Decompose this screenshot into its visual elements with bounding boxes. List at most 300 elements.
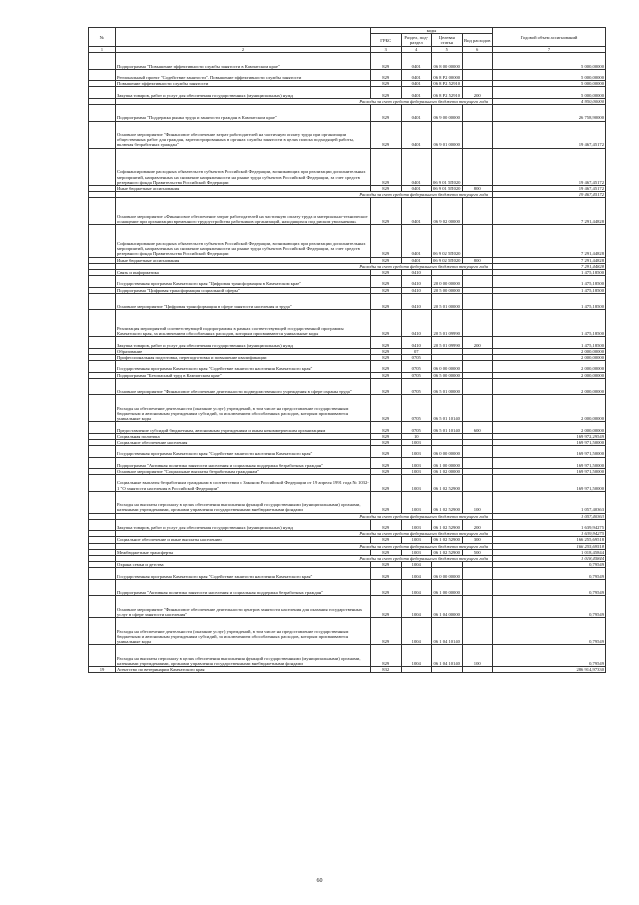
item-name-cell: Основное мероприятие "Социальные выплаты безработным гражданам": [116, 468, 371, 474]
razdel-code-cell: 1003: [401, 457, 432, 468]
col-index: 1: [89, 47, 116, 53]
item-name-cell: Связь и информатика: [116, 269, 371, 275]
grbs-code-cell: 829: [371, 618, 402, 645]
grbs-code-cell: 829: [371, 87, 402, 98]
amount-cell: 169 971,50000: [493, 439, 606, 445]
grbs-code-cell: 829: [371, 104, 402, 121]
item-name-cell: Подпрограмма "Поддержка рынка труда и занятости граждан в Камчатском крае": [116, 104, 371, 121]
table-row: [89, 337, 606, 348]
amount-cell: 2 000,00000: [493, 422, 606, 433]
item-name-cell: Расходы на выплаты персоналу в целях обеспечения выполнения функций государственными (муниципальными) органами, казенными учреждениями, органами управления государственными внебюджетными фондами: [116, 645, 371, 667]
target-article-cell: 06 9 00 00000: [432, 104, 463, 121]
expense-type-cell: 200: [462, 87, 493, 98]
row-number-cell: [89, 596, 116, 618]
col-razdel-header: Раздел, под-раздел: [401, 34, 432, 47]
amount-cell: 5 000,00000: [493, 81, 606, 87]
amount-cell: 169 971,50000: [493, 446, 606, 457]
target-article-cell: 06 9 02 5П020: [433, 257, 461, 263]
target-article-cell: 06 5 01 10140: [432, 422, 463, 433]
row-number-cell: [89, 422, 116, 433]
expense-type-cell: [462, 293, 493, 310]
amount-cell: 5 000,00000: [493, 87, 606, 98]
row-number-cell: [89, 69, 116, 80]
amount-cell: 1 475,18500: [493, 269, 606, 275]
item-name-cell: Социальное обеспечение и иные выплаты населению: [116, 537, 371, 543]
razdel-code-cell: 1003: [401, 491, 432, 513]
row-number-cell: [89, 579, 116, 596]
grbs-code-cell: 829: [371, 257, 402, 263]
amount-cell: 7 291,44828: [493, 257, 606, 263]
row-number-cell: [89, 361, 116, 372]
codes-header: коды: [371, 28, 493, 34]
budget-table-body: [89, 53, 606, 673]
target-article-cell: 20 5 01 00000: [432, 293, 463, 310]
item-name-cell: Подпрограмма "Активная политика занятости населения и социальная поддержка безработных граждан": [116, 457, 371, 468]
expense-type-cell: 200: [462, 337, 493, 348]
razdel-code-cell: 1004: [401, 645, 432, 667]
amount-cell: 0,79549: [493, 596, 606, 618]
target-article-cell: 06 1 02 00000: [432, 468, 463, 474]
target-article-cell: 06 5 01 10140: [432, 395, 463, 422]
amount-cell: 2 000,00000: [493, 354, 606, 360]
razdel-code-cell: 1004: [401, 568, 432, 579]
row-number-cell: [89, 446, 116, 457]
grbs-code-cell: 829: [371, 433, 402, 439]
razdel-code-cell: 1004: [401, 579, 432, 596]
table-row: [89, 87, 606, 98]
target-article-cell: 20 5 00 00000: [432, 287, 463, 293]
expense-type-cell: 800: [462, 257, 493, 263]
grbs-code-cell: 829: [371, 549, 402, 555]
item-name-cell: Основное мероприятие "Финансовое обеспечение деятельности центров занятости населения для оказания государственных услуг в сфере занятости населения": [116, 596, 371, 618]
target-article-cell: 06 1 02 52900: [432, 549, 463, 555]
table-row: [89, 596, 606, 618]
amount-cell: 1 475,18500: [493, 337, 606, 348]
grbs-code-cell: 829: [371, 645, 402, 667]
item-name-cell: Расходы на выплаты персоналу в целях обеспечения выполнения функций государственными (муниципальными) органами, казенными учреждениями, органами управления государственными внебюджетными фондами: [116, 491, 371, 513]
table-row: [89, 519, 606, 530]
expense-type-cell: [462, 579, 493, 596]
item-name-cell: Расходы на обеспечение деятельности (оказание услуг) учреждений, в том числе на предоставление государственным бюджетным и автономным учреждениям субсидий, за исключением обособленных расходов, которым присваиваются уникальные коды: [116, 395, 371, 422]
table-row: [89, 491, 606, 513]
razdel-code-cell: 1003: [401, 475, 432, 492]
razdel-code-cell: 10: [401, 433, 432, 439]
grbs-code-cell: 829: [371, 468, 402, 474]
table-row: [89, 378, 606, 395]
row-number-cell: [89, 491, 116, 513]
expense-type-cell: [462, 276, 493, 287]
target-article-cell: 06 8 P2 00000: [432, 69, 463, 80]
table-row: [89, 53, 606, 70]
expense-type-cell: [462, 475, 493, 492]
col-name-header: [116, 28, 371, 47]
grbs-code-cell: 829: [371, 354, 402, 360]
razdel-code-cell: [401, 666, 432, 672]
target-article-cell: 06 9 02 00000: [432, 198, 463, 225]
amount-cell: 286 914,97330: [493, 666, 606, 672]
row-number-cell: [89, 519, 116, 530]
item-name-cell: Основное мероприятие "Финансовое обеспечение деятельности подведомственного учреждения в сфере охраны труда": [116, 378, 371, 395]
target-article-cell: 06 5 00 00000: [432, 372, 463, 378]
target-article-cell: 20 5 01 09990: [432, 337, 463, 348]
expense-type-cell: [462, 121, 493, 148]
grbs-code-cell: 829: [371, 475, 402, 492]
note-text: Расходы за счет средств федерального бюджета текущего года: [116, 531, 493, 537]
item-name-cell: Подпрограмма "Цифровая трансформация социальной сферы": [116, 287, 371, 293]
grbs-code-cell: 829: [371, 348, 402, 354]
target-article-cell: 06 8 P2 52910: [433, 81, 461, 87]
table-row: [89, 475, 606, 492]
item-name-cell: Государственная программа Камчатского края "Содействие занятости населения Камчатского края": [116, 568, 371, 579]
row-number-cell: [89, 276, 116, 287]
razdel-code-cell: 0410: [401, 293, 432, 310]
razdel-code-cell: 0410: [401, 287, 432, 293]
table-row: [89, 310, 606, 337]
grbs-code-cell: 829: [371, 519, 402, 530]
razdel-code-cell: 0401: [401, 104, 432, 121]
expense-type-cell: [462, 69, 493, 80]
amount-cell: 0,79549: [493, 645, 606, 667]
expense-type-cell: [462, 198, 493, 225]
note-amount: 4 950,00000: [493, 98, 606, 104]
grbs-code-cell: 829: [371, 596, 402, 618]
razdel-code-cell: 1003: [401, 537, 432, 543]
razdel-code-cell: 0401: [401, 69, 432, 80]
item-name-cell: Реализация мероприятий соответствующей подпрограммы в рамках соответствующей государственной программы Камчатского края, за исключением обособленных расходов, которым присваиваются уникальные коды: [116, 310, 371, 337]
expense-type-cell: [462, 446, 493, 457]
amount-cell: 5 000,00000: [493, 69, 606, 80]
razdel-code-cell: 1004: [401, 618, 432, 645]
row-number-cell: [89, 618, 116, 645]
expense-type-cell: [462, 568, 493, 579]
grbs-code-cell: 829: [371, 148, 402, 185]
target-article-cell: [432, 666, 463, 672]
grbs-code-cell: 829: [371, 568, 402, 579]
col-index: 7: [493, 47, 606, 53]
item-name-cell: Иные бюджетные ассигнования: [116, 185, 371, 191]
target-article-cell: 06 8 P2 52910: [432, 87, 463, 98]
razdel-code-cell: 0410: [401, 276, 432, 287]
table-row: [89, 198, 606, 225]
amount-cell: 1 018,45844: [493, 549, 606, 555]
amount-cell: 2 000,00000: [493, 372, 606, 378]
amount-cell: 19 467,45172: [493, 185, 606, 191]
target-article-cell: 20 0 00 00000: [432, 276, 463, 287]
razdel-code-cell: 0401: [401, 185, 432, 191]
item-name-cell: Закупка товаров, работ и услуг для обеспечения государственных (муниципальных) нужд: [116, 519, 371, 530]
amount-cell: 166 255,69518: [493, 537, 606, 543]
amount-cell: 19 467,45172: [493, 148, 606, 185]
amount-cell: 0,79549: [493, 579, 606, 596]
grbs-code-cell: 829: [371, 337, 402, 348]
amount-cell: 169 971,50000: [493, 457, 606, 468]
expense-type-cell: [462, 53, 493, 70]
amount-cell: 1 475,18500: [493, 276, 606, 287]
table-row: [89, 568, 606, 579]
item-name-cell: Государственная программа Камчатского края "Содействие занятости населения Камчатского края": [116, 446, 371, 457]
amount-cell: 0,79549: [493, 618, 606, 645]
grbs-code-cell: 832: [371, 666, 402, 672]
razdel-code-cell: 0401: [401, 81, 432, 87]
expense-type-cell: [462, 596, 493, 618]
note-text: Расходы за счет средств федерального бюджета текущего года: [116, 513, 493, 519]
grbs-code-cell: 829: [371, 361, 402, 372]
budget-table: [88, 27, 606, 673]
target-article-cell: 06 0 00 00000: [432, 446, 463, 457]
table-row: [89, 645, 606, 667]
razdel-code-cell: 0401: [401, 225, 432, 257]
item-name-cell: Закупка товаров, работ и услуг для обеспечения государственных (муниципальных) нужд: [116, 87, 371, 98]
amount-cell: 169 971,50000: [493, 475, 606, 492]
grbs-code-cell: 829: [371, 439, 402, 445]
note-amount: 1 639,94275: [493, 531, 606, 537]
expense-type-cell: [462, 457, 493, 468]
item-name-cell: Закупка товаров, работ и услуг для обеспечения государственных (муниципальных) нужд: [116, 337, 371, 348]
col-num-header: №: [89, 28, 116, 47]
expense-type-cell: 800: [462, 185, 493, 191]
grbs-code-cell: 829: [371, 81, 402, 87]
grbs-code-cell: 829: [371, 562, 402, 568]
expense-type-cell: [462, 618, 493, 645]
expense-type-cell: [462, 225, 493, 257]
amount-cell: 7 291,44828: [493, 198, 606, 225]
grbs-code-cell: 829: [371, 225, 402, 257]
item-name-cell: Государственная программа Камчатского края "Цифровая трансформация в Камчатском крае": [116, 276, 371, 287]
expense-type-cell: [462, 666, 493, 672]
razdel-code-cell: 0410: [401, 337, 432, 348]
amount-cell: 2 000,00000: [493, 395, 606, 422]
table-row: [89, 446, 606, 457]
razdel-code-cell: 1004: [401, 562, 432, 568]
grbs-code-cell: 829: [371, 121, 402, 148]
row-number-cell: 19: [89, 666, 116, 672]
page-number: 60: [316, 878, 323, 884]
note-amount: 1 018,45844: [493, 555, 606, 561]
col-grbs-header: ГРБС: [371, 34, 402, 47]
target-article-cell: 06 9 01 00000: [432, 121, 463, 148]
amount-cell: 0,79549: [493, 562, 606, 568]
grbs-code-cell: 829: [371, 276, 402, 287]
col-index: 5: [432, 47, 463, 53]
item-name-cell: Иные бюджетные ассигнования: [116, 257, 371, 263]
razdel-code-cell: 07: [401, 348, 432, 354]
grbs-code-cell: 829: [371, 395, 402, 422]
grbs-code-cell: 829: [371, 579, 402, 596]
amount-cell: 2 000,00000: [493, 378, 606, 395]
note-text: Расходы за счет средств федерального бюджета текущего года: [116, 192, 493, 198]
grbs-code-cell: 829: [371, 287, 402, 293]
row-number-cell: [89, 395, 116, 422]
note-text: Расходы за счет средств федерального бюджета текущего года: [116, 543, 493, 549]
razdel-code-cell: 0705: [401, 372, 432, 378]
razdel-code-cell: 0401: [401, 198, 432, 225]
item-name-cell: Расходы на обеспечение деятельности (оказание услуг) учреждений, в том числе на предоставление государственным бюджетным и автономным учреждениям субсидий, за исключением обособленных расходов, которым присваиваются уникальные коды: [116, 618, 371, 645]
row-number-cell: [89, 475, 116, 492]
item-name-cell: Социальное обеспечение населения: [116, 439, 371, 445]
grbs-code-cell: 829: [371, 491, 402, 513]
amount-cell: 2 000,00000: [493, 348, 606, 354]
grbs-code-cell: 829: [371, 185, 402, 191]
target-article-cell: 06 1 00 00000: [432, 457, 463, 468]
table-row: [89, 148, 606, 185]
row-number-cell: [89, 53, 116, 70]
amount-cell: 169 972,29549: [493, 433, 606, 439]
amount-cell: 1 639,94275: [493, 519, 606, 530]
col-index: 3: [371, 47, 402, 53]
grbs-code-cell: 829: [371, 537, 402, 543]
target-article-cell: 06 1 02 52900: [432, 537, 463, 543]
target-article-cell: 06 9 01 5П020: [433, 185, 461, 191]
item-name-cell: Подпрограмма "Повышение эффективности службы занятости в Камчатском крае": [116, 53, 371, 70]
expense-type-cell: [462, 148, 493, 185]
col-index: 2: [116, 47, 371, 53]
razdel-code-cell: 0401: [401, 121, 432, 148]
expense-type-cell: [462, 378, 493, 395]
grbs-code-cell: 829: [371, 269, 402, 275]
grbs-code-cell: 829: [371, 69, 402, 80]
table-row: [89, 422, 606, 433]
target-article-cell: 06 9 02 5П020: [432, 225, 463, 257]
item-name-cell: Социальные выплаты безработным гражданам в соответствии с Законом Российской Федерации от 19 апреля 1991 года № 1032-1 "О занятости населения в Российской Федерации": [116, 475, 371, 492]
item-name-cell: Подпрограмма "Активная политика занятости населения и социальная поддержка безработных граждан": [116, 579, 371, 596]
amount-cell: 2 000,00000: [493, 361, 606, 372]
amount-cell: 26 758,90000: [493, 104, 606, 121]
row-number-cell: [89, 378, 116, 395]
razdel-code-cell: 1003: [401, 549, 432, 555]
razdel-code-cell: 0705: [401, 361, 432, 372]
row-number-cell: [89, 293, 116, 310]
amount-cell: 1 475,18500: [493, 310, 606, 337]
expense-type-cell: [462, 310, 493, 337]
grbs-code-cell: 829: [371, 372, 402, 378]
target-article-cell: 06 5 01 00000: [432, 378, 463, 395]
razdel-code-cell: 0705: [401, 422, 432, 433]
item-name-cell: Основное мероприятие "Финансовое обеспечение затрат работодателей на частичную оплату труда при организации общественных работ для граждан, зарегистрированных в органах службы занятости в целях поиска подходящей работы, включая безработных граждан": [116, 121, 371, 148]
grbs-code-cell: 829: [371, 310, 402, 337]
target-article-cell: 06 1 02 52900: [432, 519, 463, 530]
grbs-code-cell: 829: [371, 446, 402, 457]
note-amount: 7 291,44828: [493, 263, 606, 269]
row-number-cell: [89, 568, 116, 579]
razdel-code-cell: 0401: [401, 148, 432, 185]
row-number-cell: [89, 310, 116, 337]
amount-cell: 1 057,40363: [493, 491, 606, 513]
grbs-code-cell: 829: [371, 53, 402, 70]
razdel-code-cell: 1003: [401, 439, 432, 445]
target-article-cell: 06 1 02 52900: [432, 475, 463, 492]
expense-type-cell: [462, 395, 493, 422]
target-article-cell: 06 0 00 00000: [432, 568, 463, 579]
table-row: [89, 69, 606, 80]
row-number-cell: [89, 645, 116, 667]
grbs-code-cell: 829: [371, 198, 402, 225]
item-name-cell: Образование: [116, 348, 371, 354]
razdel-code-cell: 1003: [401, 446, 432, 457]
table-row: [89, 361, 606, 372]
col-index: 6: [462, 47, 493, 53]
budget-table-sheet: [88, 27, 606, 673]
table-row: [89, 276, 606, 287]
item-name-cell: Профессиональная подготовка, переподготовка и повышение квалификации: [116, 354, 371, 360]
razdel-code-cell: 0705: [401, 378, 432, 395]
razdel-code-cell: 0410: [401, 310, 432, 337]
item-name-cell: Охрана семьи и детства: [116, 562, 371, 568]
target-article-cell: 06 1 04 10140: [432, 645, 463, 667]
target-article-cell: 20 5 01 09990: [432, 310, 463, 337]
expense-type-cell: 500: [462, 549, 493, 555]
grbs-code-cell: 829: [371, 378, 402, 395]
row-number-cell: [89, 148, 116, 185]
item-name-cell: Социальная политика: [116, 433, 371, 439]
table-row: [89, 457, 606, 468]
row-number-cell: [89, 198, 116, 225]
amount-cell: 19 467,45172: [493, 121, 606, 148]
target-article-cell: 06 1 02 52900: [432, 491, 463, 513]
target-article-cell: 06 0 00 00000: [432, 361, 463, 372]
amount-cell: 1 475,18500: [493, 287, 606, 293]
expense-type-cell: [462, 104, 493, 121]
amount-cell: 0,79549: [493, 568, 606, 579]
row-number-cell: [89, 121, 116, 148]
item-name-cell: Повышение эффективности службы занятости: [116, 81, 371, 87]
target-article-cell: 06 1 04 00000: [432, 596, 463, 618]
expense-type-cell: 300: [462, 537, 493, 543]
razdel-code-cell: 1003: [401, 468, 432, 474]
item-name-cell: Основное мероприятие «Финансовое обеспечение затрат работодателей на частичную оплату труда и материально-техническое оснащение при организации временного трудоустройства работников организаций, находящихся под риском увольнения»: [116, 198, 371, 225]
razdel-code-cell: 0401: [401, 257, 432, 263]
expense-type-cell: 200: [462, 519, 493, 530]
item-name-cell: Подпрограмма "Безопасный труд в Камчатском крае": [116, 372, 371, 378]
expense-type-cell: 100: [462, 491, 493, 513]
col-vid-header: Вид расходов: [462, 34, 493, 47]
row-number-cell: [89, 225, 116, 257]
col-sum-header: Годовой объем ассигнований: [493, 28, 606, 47]
note-text: Расходы за счет средств федерального бюджета текущего года: [116, 263, 493, 269]
grbs-code-cell: 829: [371, 457, 402, 468]
note-amount: 1 057,40363: [493, 513, 606, 519]
row-number-cell: [89, 87, 116, 98]
row-number-cell: [89, 104, 116, 121]
table-row: [89, 121, 606, 148]
table-row: [89, 395, 606, 422]
item-name-cell: Софинансирование расходных обязательств субъектов Российской Федерации, возникающих при реализации дополнительных мероприятий, направленных на снижение напряженности на рынке труда субъектов Российской Федерации, за счет средств резервного фонда Правительства Российской Федерации: [116, 148, 371, 185]
target-article-cell: 06 8 00 00000: [432, 53, 463, 70]
col-statya-header: Целевая статья: [432, 34, 463, 47]
note-text: Расходы за счет средств федерального бюджета текущего года: [116, 555, 493, 561]
amount-cell: 1 475,18500: [493, 293, 606, 310]
item-name-cell: Государственная программа Камчатского края "Содействие занятости населения Камчатского края": [116, 361, 371, 372]
table-row: [89, 666, 606, 672]
table-row: [89, 104, 606, 121]
amount-cell: 5 000,00000: [493, 53, 606, 70]
item-name-cell: Софинансирование расходных обязательств субъектов Российской Федерации, возникающих при реализации дополнительных мероприятий, направленных на снижение напряженности на рынке труда субъектов Российской Федерации, за счет средств резервного фонда Правительства Российской Федерации: [116, 225, 371, 257]
table-row: [89, 293, 606, 310]
razdel-code-cell: 0705: [401, 395, 432, 422]
razdel-code-cell: 1004: [401, 596, 432, 618]
row-number-cell: [89, 337, 116, 348]
target-article-cell: 06 1 00 00000: [432, 579, 463, 596]
col-index: 4: [401, 47, 432, 53]
item-name-cell: Межбюджетные трансферты: [116, 549, 371, 555]
item-name-cell: Агентство по ветеринарии Камчатского края: [116, 666, 371, 672]
table-row: [89, 579, 606, 596]
grbs-code-cell: 829: [371, 422, 402, 433]
expense-type-cell: [462, 361, 493, 372]
item-name-cell: Основное мероприятие "Цифровая трансформация в сфере занятости населения и труда": [116, 293, 371, 310]
razdel-code-cell: 0401: [401, 87, 432, 98]
note-amount: 19 467,45172: [493, 192, 606, 198]
table-row: [89, 618, 606, 645]
